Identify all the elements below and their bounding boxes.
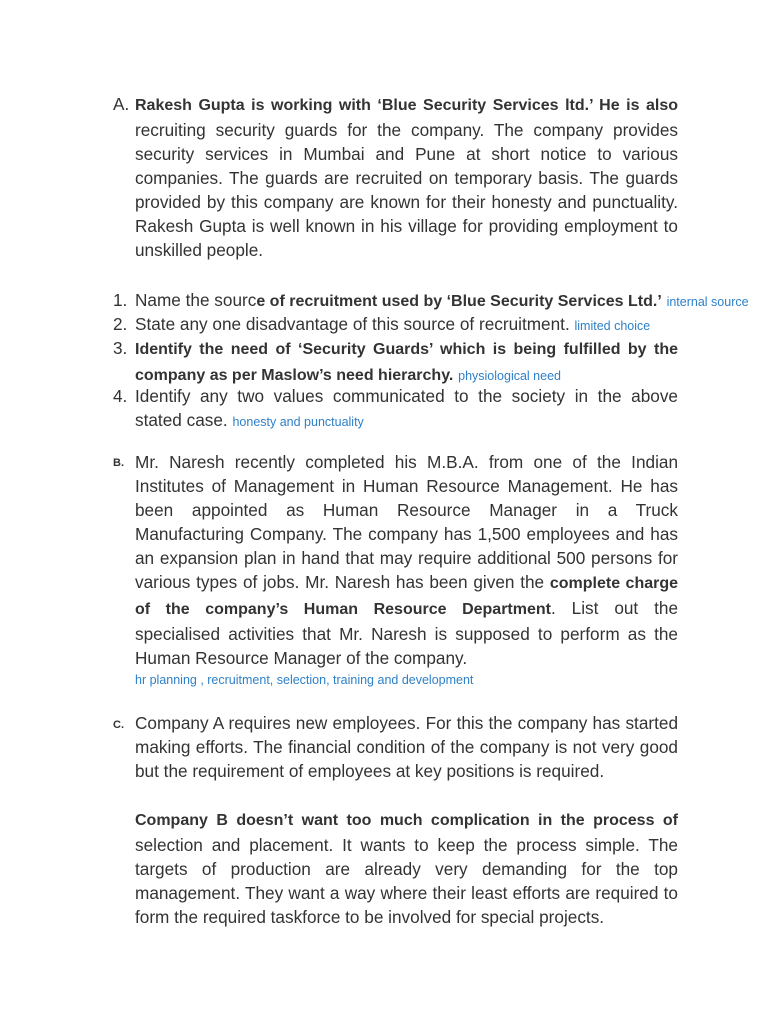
section-c-paragraph-1: Company A requires new employees. For this the company has started making efforts. The financial condition of the company is not very good but the requirement of employees at key positions is required.	[135, 713, 678, 781]
section-c-paragraph-2	[135, 807, 678, 929]
section-b-answer: hr planning , recruitment, selection, training and development	[135, 673, 474, 687]
question-4-answer: honesty and punctuality	[232, 415, 364, 429]
question-1-text-bold: e of recruitment used by ‘Blue Security Services Ltd.’	[256, 293, 662, 310]
question-3-text: Identify the need of ‘Security Guards’ which is being fulfilled by the company as per Maslow’s need hierarchy.	[135, 341, 678, 384]
section-a-paragraph	[135, 92, 678, 262]
section-b-body-bold: complete charge of the company’s Human Resource Department	[135, 575, 679, 618]
question-2-text: State any one disadvantage of this source of recruitment.	[135, 314, 570, 334]
question-3-answer: physiological need	[458, 369, 561, 383]
section-c-body: selection and placement. It wants to keep the process simple. The targets of production are already very demanding for the top management. They want a way where their least efforts are required to form the required taskforce to be involved for special projects.	[135, 835, 678, 927]
section-b-body: Mr. Naresh recently completed his M.B.A. from one of the Indian Institutes of Management in Human Resource Management. He has been appointed as Human Resource Manager in a Truck Manufacturing Company. The company has 1,500 employees and has an expansion plan in hand that may require additional 500 persons for various types of jobs. Mr. Naresh has been given the	[135, 452, 678, 592]
section-a-body: recruiting security guards for the company. The company provides security services in Mumbai and Pune at short notice to various companies. The guards are recruited on temporary basis. The guards provided by this company are known for their honesty and punctuality. Rakesh Gupta is well known in his village for providing employment to unskilled people.	[135, 120, 678, 260]
question-2	[135, 312, 650, 338]
section-b-marker: B.	[113, 457, 124, 469]
section-b-paragraph	[135, 450, 678, 670]
question-4	[135, 384, 678, 434]
section-c-marker: C.	[113, 719, 124, 731]
section-c-lead: Company B doesn’t want too much complication in the process of	[135, 812, 678, 829]
question-4-text: Identify any two values communicated to the society in the above stated case.	[135, 386, 678, 430]
question-1-answer: internal source	[666, 295, 749, 309]
question-3-number: 3.	[113, 338, 128, 358]
question-3	[135, 336, 678, 388]
question-1	[135, 288, 749, 314]
question-1-text: Name the sourc	[135, 290, 257, 310]
question-4-number: 4.	[113, 386, 128, 406]
section-a-lead: Rakesh Gupta is working with ‘Blue Security Services ltd.’ He is also	[135, 97, 678, 114]
question-2-number: 2.	[113, 314, 128, 334]
question-1-number: 1.	[113, 290, 128, 310]
section-a-marker: A.	[113, 94, 130, 114]
section-b-body-after: . List out the specialised activities that Mr. Naresh is supposed to perform as the Human Resource Manager of the company.	[135, 598, 679, 668]
question-2-answer: limited choice	[574, 319, 651, 333]
